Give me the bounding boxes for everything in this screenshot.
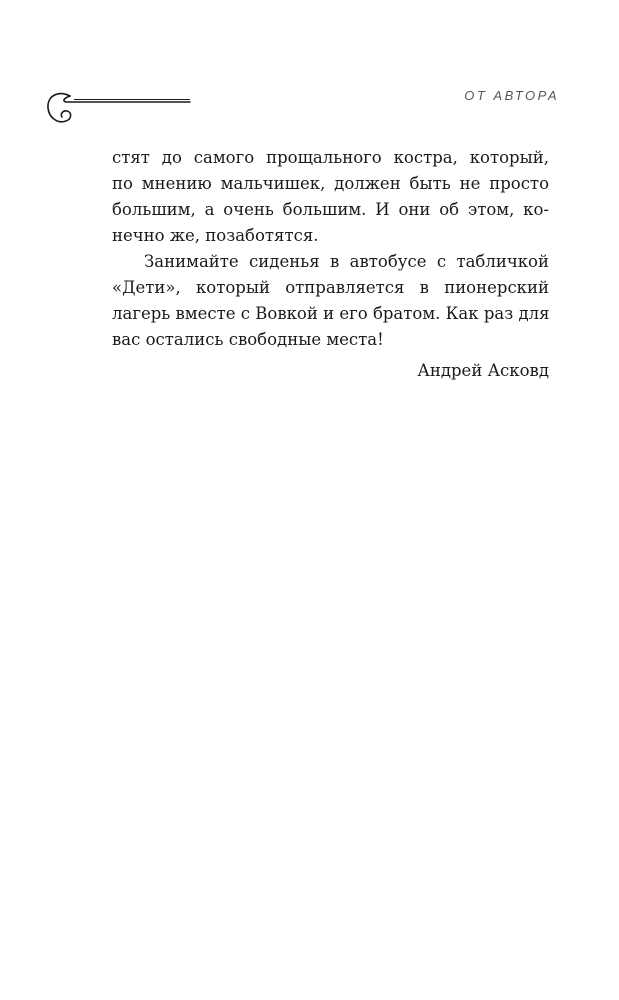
text-line: Занимайте сиденья в автобусе с табличкой xyxy=(144,252,549,271)
paragraph-1 xyxy=(112,145,549,249)
text-line: по мнению мальчишек, должен быть не просто xyxy=(112,174,549,193)
author-signature: Андрей Асковд xyxy=(417,361,549,380)
body-text xyxy=(112,145,549,353)
flourish-rule-icon xyxy=(44,84,194,130)
paragraph-2 xyxy=(112,249,549,353)
text-line: вас остались свободные места! xyxy=(112,330,384,349)
text-line: большим, а очень большим. И они об этом, ко- xyxy=(112,200,549,219)
text-line: стят до самого прощального костра, который, xyxy=(112,148,549,167)
text-line: «Дети», который отправляется в пионерский xyxy=(112,278,549,297)
text-line: лагерь вместе с Вовкой и его братом. Как раз для xyxy=(112,304,550,323)
text-line: нечно же, позаботятся. xyxy=(112,226,319,245)
running-head-title: ОТ АВТОРА xyxy=(464,88,559,103)
